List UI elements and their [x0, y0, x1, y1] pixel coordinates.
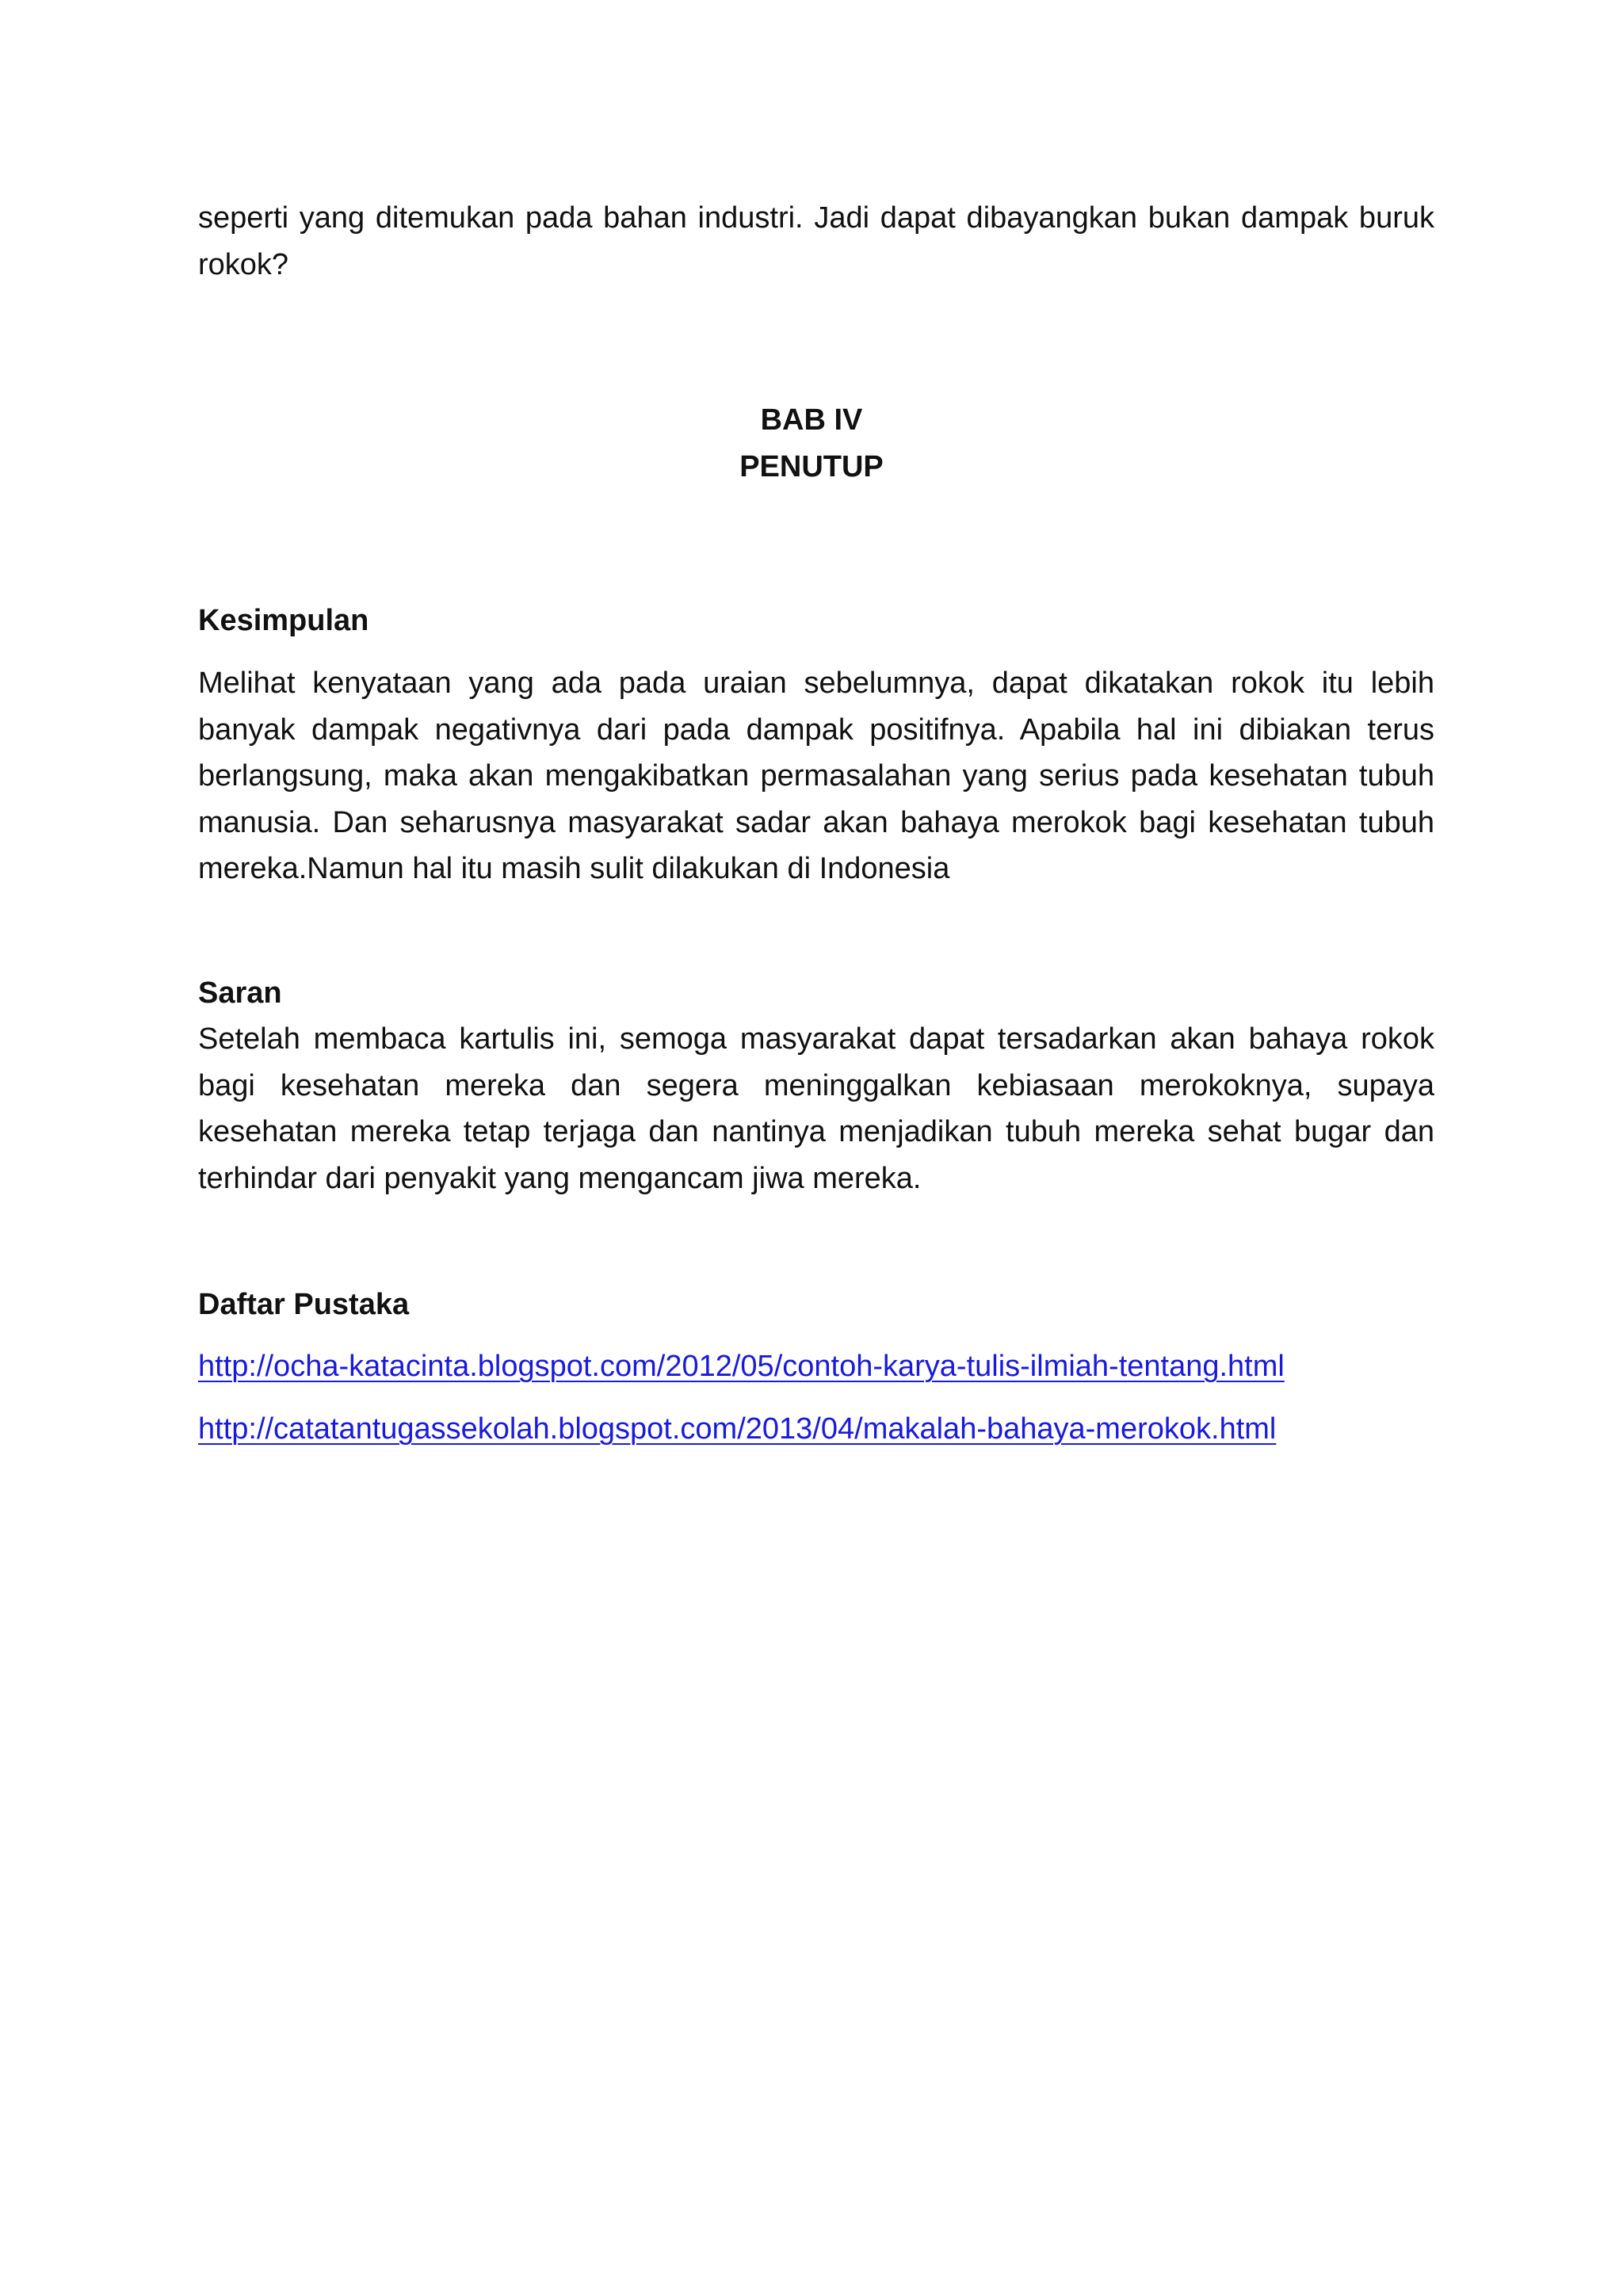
reference-link-2[interactable]: http://catatantugassekolah.blogspot.com/2013/04/makalah-bahaya-merokok.html: [198, 1412, 1277, 1446]
intro-paragraph: seperti yang ditemukan pada bahan industri. Jadi dapat dibayangkan bukan dampak buruk rokok?: [198, 201, 1434, 281]
suggestion-heading: Saran: [198, 976, 282, 1010]
conclusion-heading: Kesimpulan: [198, 604, 369, 637]
conclusion-paragraph: Melihat kenyataan yang ada pada uraian sebelumnya, dapat dikatakan rokok itu lebih banyak dampak negativnya dari pada dampak positifnya. Apabila hal ini dibiakan terus berlangsung, maka akan mengakibatkan permasalahan yang serius pada kesehatan tubuh manusia. Dan seharusnya masyarakat sadar akan bahaya merokok bagi kesehatan tubuh mereka.Namun hal itu masih sulit dilakukan di Indonesia: [198, 667, 1434, 885]
references-heading: Daftar Pustaka: [198, 1288, 410, 1321]
chapter-number: BAB IV: [760, 403, 863, 437]
chapter-title: PENUTUP: [739, 450, 884, 483]
reference-link-1[interactable]: http://ocha-katacinta.blogspot.com/2012/05/contoh-karya-tulis-ilmiah-tentang.html: [198, 1350, 1285, 1383]
suggestion-paragraph: Setelah membaca kartulis ini, semoga masyarakat dapat tersadarkan akan bahaya rokok bagi kesehatan mereka dan segera meninggalkan kebiasaan merokoknya, supaya kesehatan mereka tetap terjaga dan nantinya menjadikan tubuh mereka sehat bugar dan terhindar dari penyakit yang mengancam jiwa mereka.: [198, 1022, 1434, 1195]
